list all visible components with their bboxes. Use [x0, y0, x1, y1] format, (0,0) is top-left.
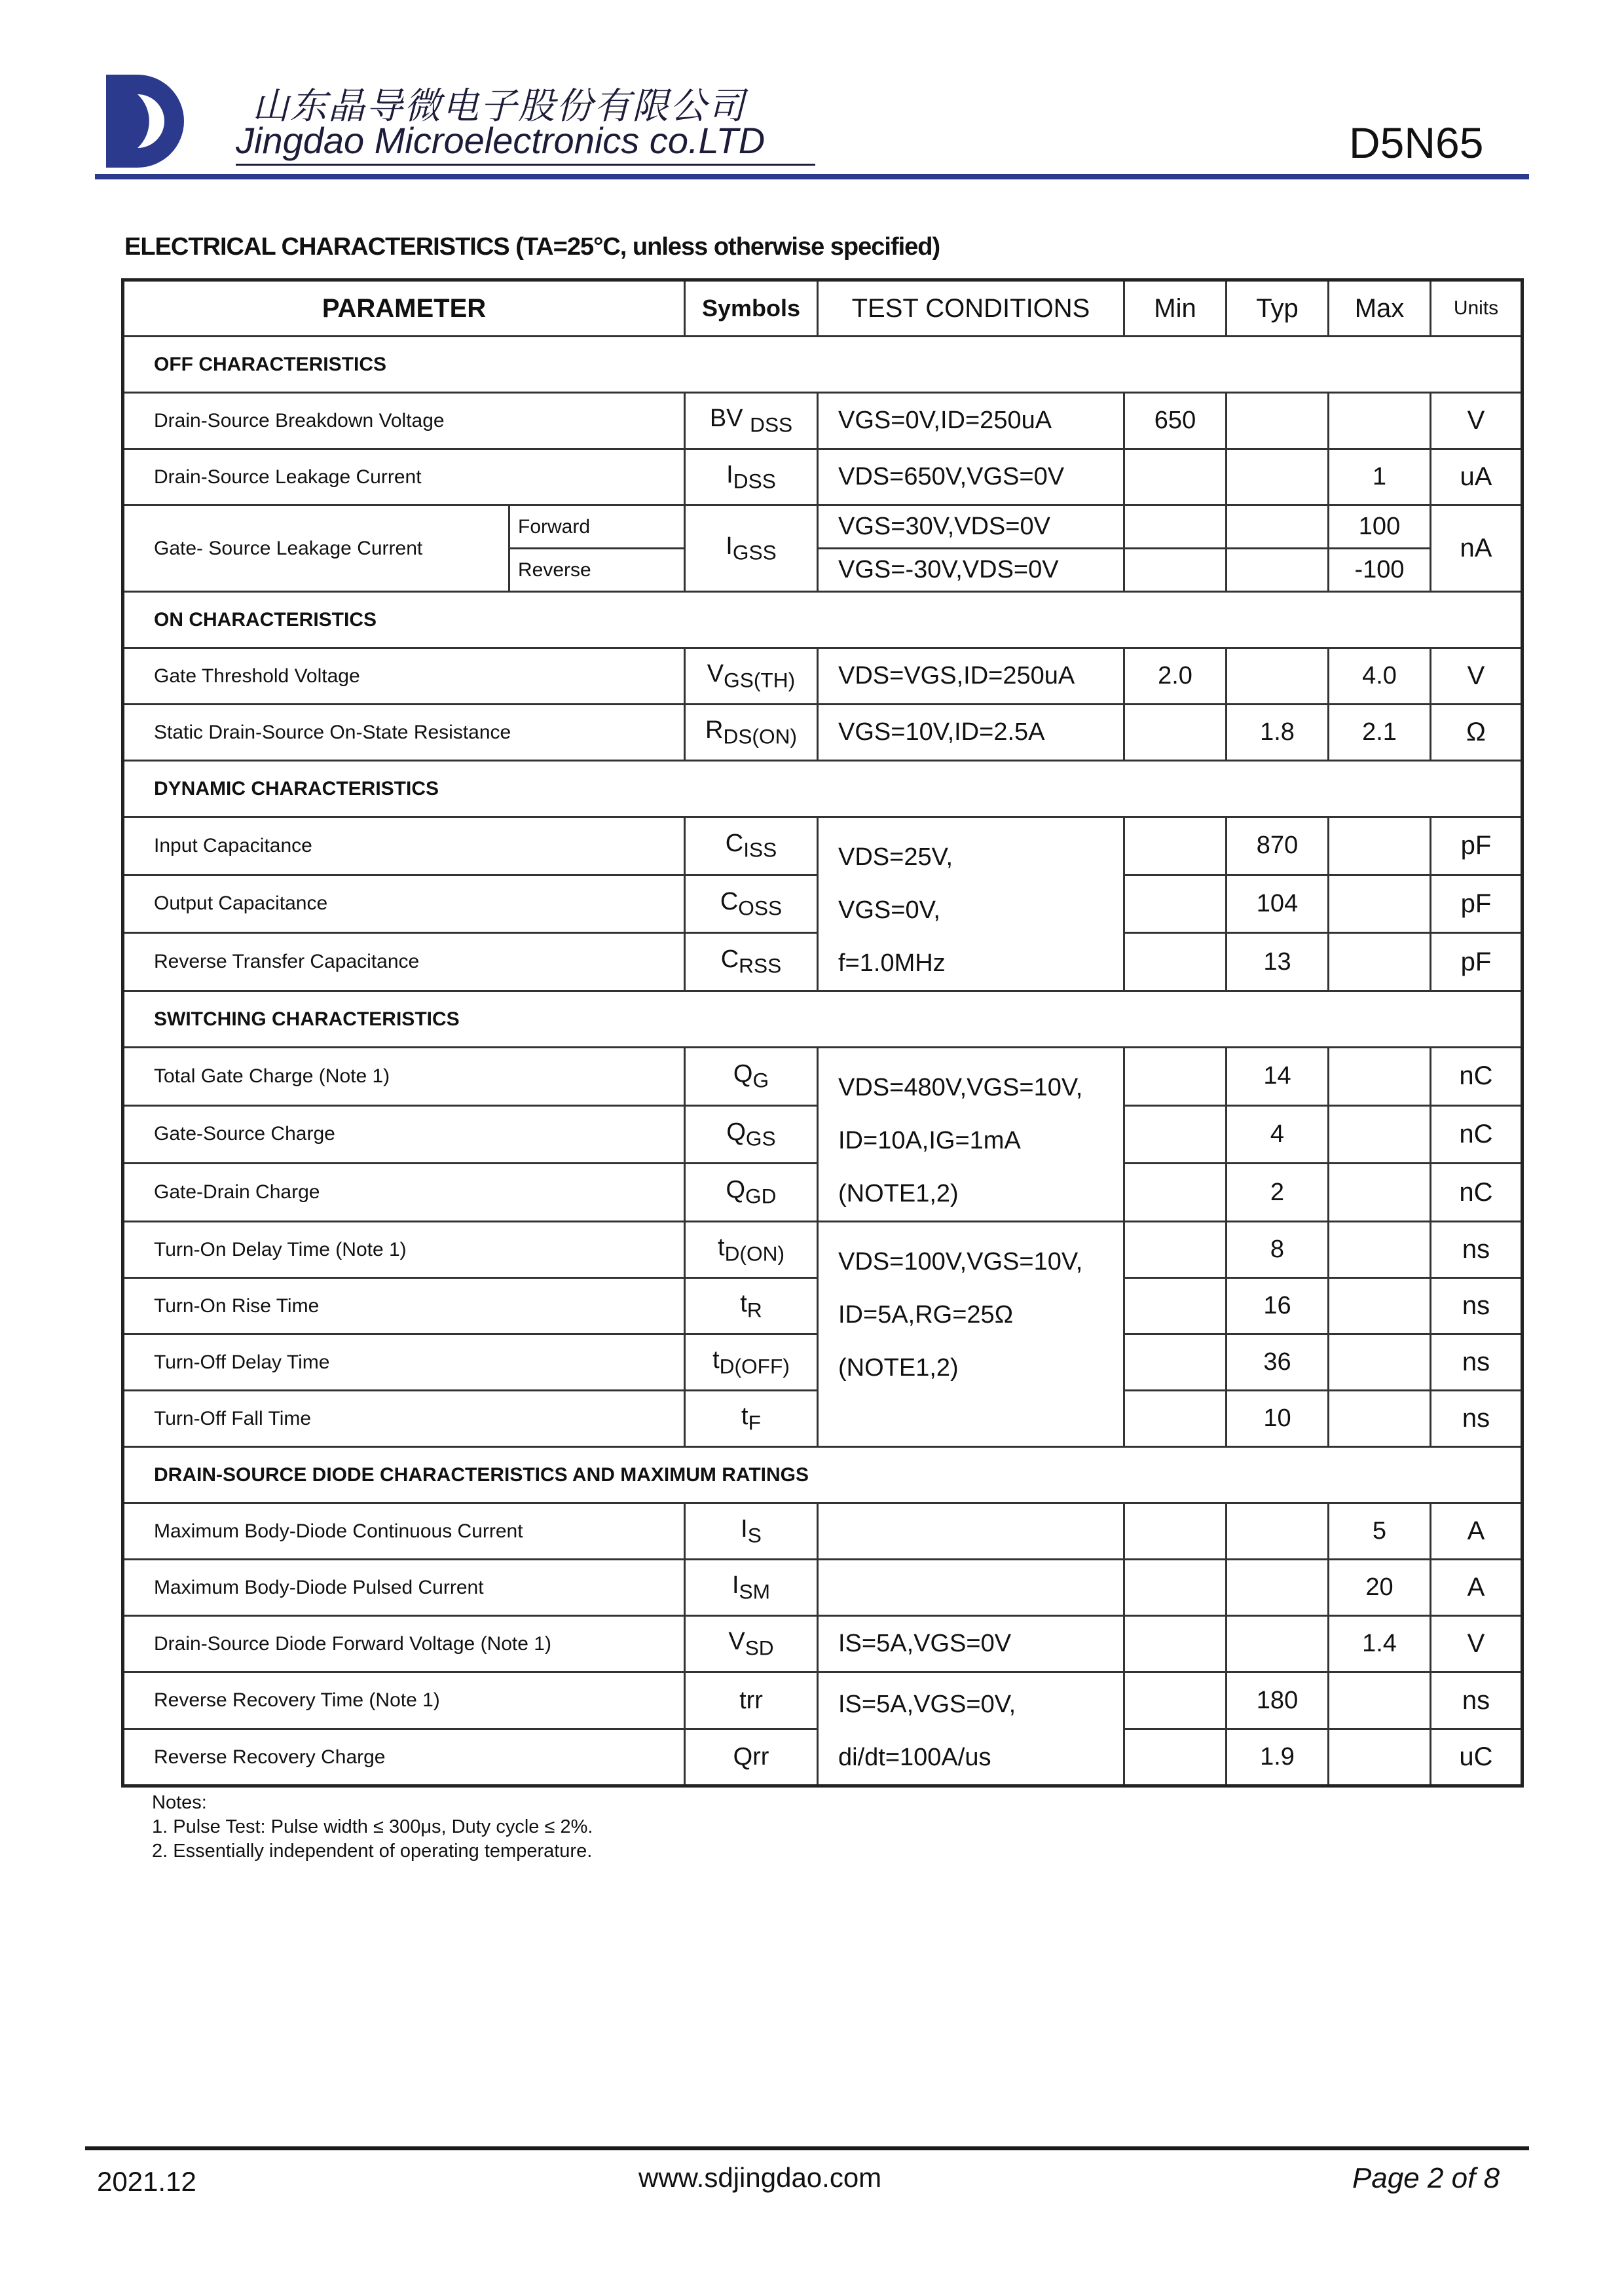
typ-value — [1227, 505, 1329, 549]
min-value: 650 — [1124, 393, 1227, 449]
typ-value: 104 — [1227, 875, 1329, 933]
header-underline — [236, 164, 815, 166]
condition-line: f=1.0MHz — [838, 949, 946, 977]
symbol: $Q_G$ — [685, 1048, 818, 1106]
unit: nC — [1431, 1105, 1522, 1164]
min-value — [1124, 1164, 1227, 1222]
symbol: $V_{SD}$ — [685, 1616, 818, 1672]
test-condition: VGS=30V,VDS=0V — [818, 505, 1124, 549]
header-test-conditions: TEST CONDITIONS — [818, 280, 1124, 337]
max-value — [1329, 875, 1431, 933]
table-row — [123, 1048, 1522, 1106]
unit: uC — [1431, 1729, 1522, 1786]
company-logo — [105, 72, 203, 170]
test-condition-group — [818, 1222, 1124, 1447]
table-header-row — [123, 280, 1522, 337]
table-row — [123, 393, 1522, 449]
parameter-name: Drain-Source Leakage Current — [123, 449, 685, 505]
min-value — [1124, 705, 1227, 761]
min-value — [1124, 505, 1227, 549]
symbol: $t_{D(ON)}$ — [685, 1222, 818, 1278]
typ-value: 13 — [1227, 933, 1329, 991]
section-heading: DRAIN-SOURCE DIODE CHARACTERISTICS AND MAXIMUM RATINGS — [123, 1447, 1522, 1503]
symbol: $Q_{GS}$ — [685, 1105, 818, 1164]
condition-line: VDS=25V, — [838, 843, 953, 871]
parameter-name: Turn-On Rise Time — [123, 1278, 685, 1334]
section-heading: SWITCHING CHARACTERISTICS — [123, 991, 1522, 1048]
section-row-off — [123, 337, 1522, 393]
min-value — [1124, 1672, 1227, 1729]
parameter-name: Maximum Body-Diode Continuous Current — [123, 1503, 685, 1560]
unit: ns — [1431, 1222, 1522, 1278]
section-heading: DYNAMIC CHARACTERISTICS — [123, 761, 1522, 817]
min-value: 2.0 — [1124, 648, 1227, 705]
typ-value — [1227, 393, 1329, 449]
max-value: 100 — [1329, 505, 1431, 549]
symbol: BV $_{DSS}$ — [685, 393, 818, 449]
max-value — [1329, 1222, 1431, 1278]
unit: ns — [1431, 1278, 1522, 1334]
test-condition-group — [818, 1048, 1124, 1222]
symbol: $t_R$ — [685, 1278, 818, 1334]
sub-condition-label: Reverse — [509, 549, 685, 592]
unit: nA — [1431, 505, 1522, 592]
note-item: 2. Essentially independent of operating temperature. — [152, 1841, 593, 1862]
test-condition-group — [818, 1672, 1124, 1786]
company-name-english: Jingdao Microelectronics co.LTD — [236, 120, 766, 161]
parameter-name: Reverse Recovery Time (Note 1) — [123, 1672, 685, 1729]
table-row — [123, 1503, 1522, 1560]
typ-value: 36 — [1227, 1334, 1329, 1391]
electrical-characteristics-table — [121, 278, 1524, 1788]
unit: ns — [1431, 1334, 1522, 1391]
condition-line: di/dt=100A/us — [838, 1744, 991, 1771]
header-parameter: PARAMETER — [123, 280, 685, 337]
section-row-switching — [123, 991, 1522, 1048]
condition-line: (NOTE1,2) — [838, 1180, 959, 1207]
min-value — [1124, 875, 1227, 933]
parameter-name: Reverse Transfer Capacitance — [123, 933, 685, 991]
table-row — [123, 1222, 1522, 1278]
min-value — [1124, 449, 1227, 505]
max-value — [1329, 817, 1431, 875]
test-condition: VDS=VGS,ID=250uA — [818, 648, 1124, 705]
footer-website-link[interactable]: www.sdjingdao.com — [638, 2162, 882, 2193]
symbol: $I_{SM}$ — [685, 1560, 818, 1616]
condition-line: (NOTE1,2) — [838, 1354, 959, 1382]
parameter-name: Turn-On Delay Time (Note 1) — [123, 1222, 685, 1278]
unit: ns — [1431, 1391, 1522, 1447]
parameter-name: Gate-Drain Charge — [123, 1164, 685, 1222]
test-condition: VGS=10V,ID=2.5A — [818, 705, 1124, 761]
parameter-name: Total Gate Charge (Note 1) — [123, 1048, 685, 1106]
symbol: $C_{ISS}$ — [685, 817, 818, 875]
unit: V — [1431, 648, 1522, 705]
condition-line: VDS=100V,VGS=10V, — [838, 1248, 1083, 1276]
parameter-name: Static Drain-Source On-State Resistance — [123, 705, 685, 761]
symbol: $V_{GS(TH)}$ — [685, 648, 818, 705]
unit: A — [1431, 1560, 1522, 1616]
note-item: 1. Pulse Test: Pulse width ≤ 300μs, Duty cycle ≤ 2%. — [152, 1816, 593, 1837]
max-value — [1329, 1729, 1431, 1786]
parameter-name: Turn-Off Delay Time — [123, 1334, 685, 1391]
table-row — [123, 1560, 1522, 1616]
max-value — [1329, 933, 1431, 991]
max-value — [1329, 1672, 1431, 1729]
unit: nC — [1431, 1048, 1522, 1106]
typ-value: 10 — [1227, 1391, 1329, 1447]
page-number: Page 2 of 8 — [1352, 2162, 1500, 2194]
min-value — [1124, 1222, 1227, 1278]
typ-value — [1227, 1616, 1329, 1672]
table-row — [123, 648, 1522, 705]
test-condition: VGS=0V,ID=250uA — [818, 393, 1124, 449]
section-heading: OFF CHARACTERISTICS — [123, 337, 1522, 393]
part-number: D5N65 — [1349, 119, 1484, 167]
typ-value: 870 — [1227, 817, 1329, 875]
max-value — [1329, 1105, 1431, 1164]
typ-value: 8 — [1227, 1222, 1329, 1278]
unit: pF — [1431, 875, 1522, 933]
typ-value — [1227, 1560, 1329, 1616]
header-units: Units — [1431, 280, 1522, 337]
symbol: trr — [685, 1672, 818, 1729]
section-row-on — [123, 592, 1522, 648]
table-row — [123, 449, 1522, 505]
typ-value — [1227, 449, 1329, 505]
table-row — [123, 1672, 1522, 1729]
typ-value: 1.8 — [1227, 705, 1329, 761]
parameter-name: Gate-Source Charge — [123, 1105, 685, 1164]
test-condition-group — [818, 817, 1124, 991]
header-min: Min — [1124, 280, 1227, 337]
min-value — [1124, 1616, 1227, 1672]
test-condition: VGS=-30V,VDS=0V — [818, 549, 1124, 592]
typ-value — [1227, 648, 1329, 705]
max-value: 5 — [1329, 1503, 1431, 1560]
symbol: $R_{DS(ON)}$ — [685, 705, 818, 761]
max-value — [1329, 1164, 1431, 1222]
parameter-name: Gate- Source Leakage Current — [123, 505, 509, 592]
max-value: 4.0 — [1329, 648, 1431, 705]
table-row — [123, 1616, 1522, 1672]
symbol: $C_{RSS}$ — [685, 933, 818, 991]
sub-condition-label: Forward — [509, 505, 685, 549]
header-typ: Typ — [1227, 280, 1329, 337]
notes-title: Notes: — [152, 1792, 207, 1813]
min-value — [1124, 1729, 1227, 1786]
max-value: 20 — [1329, 1560, 1431, 1616]
min-value — [1124, 549, 1227, 592]
typ-value: 4 — [1227, 1105, 1329, 1164]
min-value — [1124, 933, 1227, 991]
max-value — [1329, 1391, 1431, 1447]
unit: V — [1431, 1616, 1522, 1672]
parameter-name: Gate Threshold Voltage — [123, 648, 685, 705]
symbol: $I_S$ — [685, 1503, 818, 1560]
condition-line: VDS=480V,VGS=10V, — [838, 1074, 1083, 1101]
test-condition — [818, 1560, 1124, 1616]
symbol: Qrr — [685, 1729, 818, 1786]
max-value: 1 — [1329, 449, 1431, 505]
symbol: $t_F$ — [685, 1391, 818, 1447]
condition-line: VGS=0V, — [838, 896, 940, 924]
section-title: ELECTRICAL CHARACTERISTICS (TA=25°C, unless otherwise specified) — [124, 233, 940, 261]
section-heading: ON CHARACTERISTICS — [123, 592, 1522, 648]
typ-value: 2 — [1227, 1164, 1329, 1222]
typ-value: 180 — [1227, 1672, 1329, 1729]
unit: Ω — [1431, 705, 1522, 761]
min-value — [1124, 817, 1227, 875]
header-divider — [95, 174, 1529, 179]
header-max: Max — [1329, 280, 1431, 337]
min-value — [1124, 1278, 1227, 1334]
max-value: 1.4 — [1329, 1616, 1431, 1672]
parameter-name: Input Capacitance — [123, 817, 685, 875]
unit: V — [1431, 393, 1522, 449]
typ-value — [1227, 1503, 1329, 1560]
condition-line: ID=10A,IG=1mA — [838, 1127, 1021, 1154]
symbol: $C_{OSS}$ — [685, 875, 818, 933]
test-condition: IS=5A,VGS=0V — [818, 1616, 1124, 1672]
unit: nC — [1431, 1164, 1522, 1222]
typ-value: 1.9 — [1227, 1729, 1329, 1786]
symbol: $I_{DSS}$ — [685, 449, 818, 505]
table-row — [123, 505, 1522, 549]
condition-line: ID=5A,RG=25Ω — [838, 1301, 1014, 1329]
max-value — [1329, 1334, 1431, 1391]
typ-value: 16 — [1227, 1278, 1329, 1334]
max-value: -100 — [1329, 549, 1431, 592]
unit: uA — [1431, 449, 1522, 505]
test-condition — [818, 1503, 1124, 1560]
table-row — [123, 705, 1522, 761]
parameter-name: Maximum Body-Diode Pulsed Current — [123, 1560, 685, 1616]
section-row-dynamic — [123, 761, 1522, 817]
symbol: $I_{GSS}$ — [685, 505, 818, 592]
typ-value — [1227, 549, 1329, 592]
max-value — [1329, 1048, 1431, 1106]
max-value — [1329, 393, 1431, 449]
table-row — [123, 817, 1522, 875]
footer-divider — [85, 2146, 1529, 2150]
condition-line: IS=5A,VGS=0V, — [838, 1691, 1016, 1718]
footer-date: 2021.12 — [97, 2166, 196, 2197]
parameter-name: Output Capacitance — [123, 875, 685, 933]
min-value — [1124, 1503, 1227, 1560]
test-condition: VDS=650V,VGS=0V — [818, 449, 1124, 505]
section-row-diode — [123, 1447, 1522, 1503]
parameter-name: Turn-Off Fall Time — [123, 1391, 685, 1447]
symbol: $Q_{GD}$ — [685, 1164, 818, 1222]
unit: A — [1431, 1503, 1522, 1560]
symbol: $t_{D(OFF)}$ — [685, 1334, 818, 1391]
max-value: 2.1 — [1329, 705, 1431, 761]
min-value — [1124, 1560, 1227, 1616]
notes — [152, 1791, 593, 1864]
unit: ns — [1431, 1672, 1522, 1729]
typ-value: 14 — [1227, 1048, 1329, 1106]
company-name-chinese: 山东晶导微电子股份有限公司 — [252, 85, 746, 126]
min-value — [1124, 1048, 1227, 1106]
parameter-name: Reverse Recovery Charge — [123, 1729, 685, 1786]
max-value — [1329, 1278, 1431, 1334]
unit: pF — [1431, 933, 1522, 991]
unit: pF — [1431, 817, 1522, 875]
header-symbols: Symbols — [685, 280, 818, 337]
min-value — [1124, 1334, 1227, 1391]
parameter-name: Drain-Source Diode Forward Voltage (Note 1) — [123, 1616, 685, 1672]
min-value — [1124, 1105, 1227, 1164]
min-value — [1124, 1391, 1227, 1447]
parameter-name: Drain-Source Breakdown Voltage — [123, 393, 685, 449]
